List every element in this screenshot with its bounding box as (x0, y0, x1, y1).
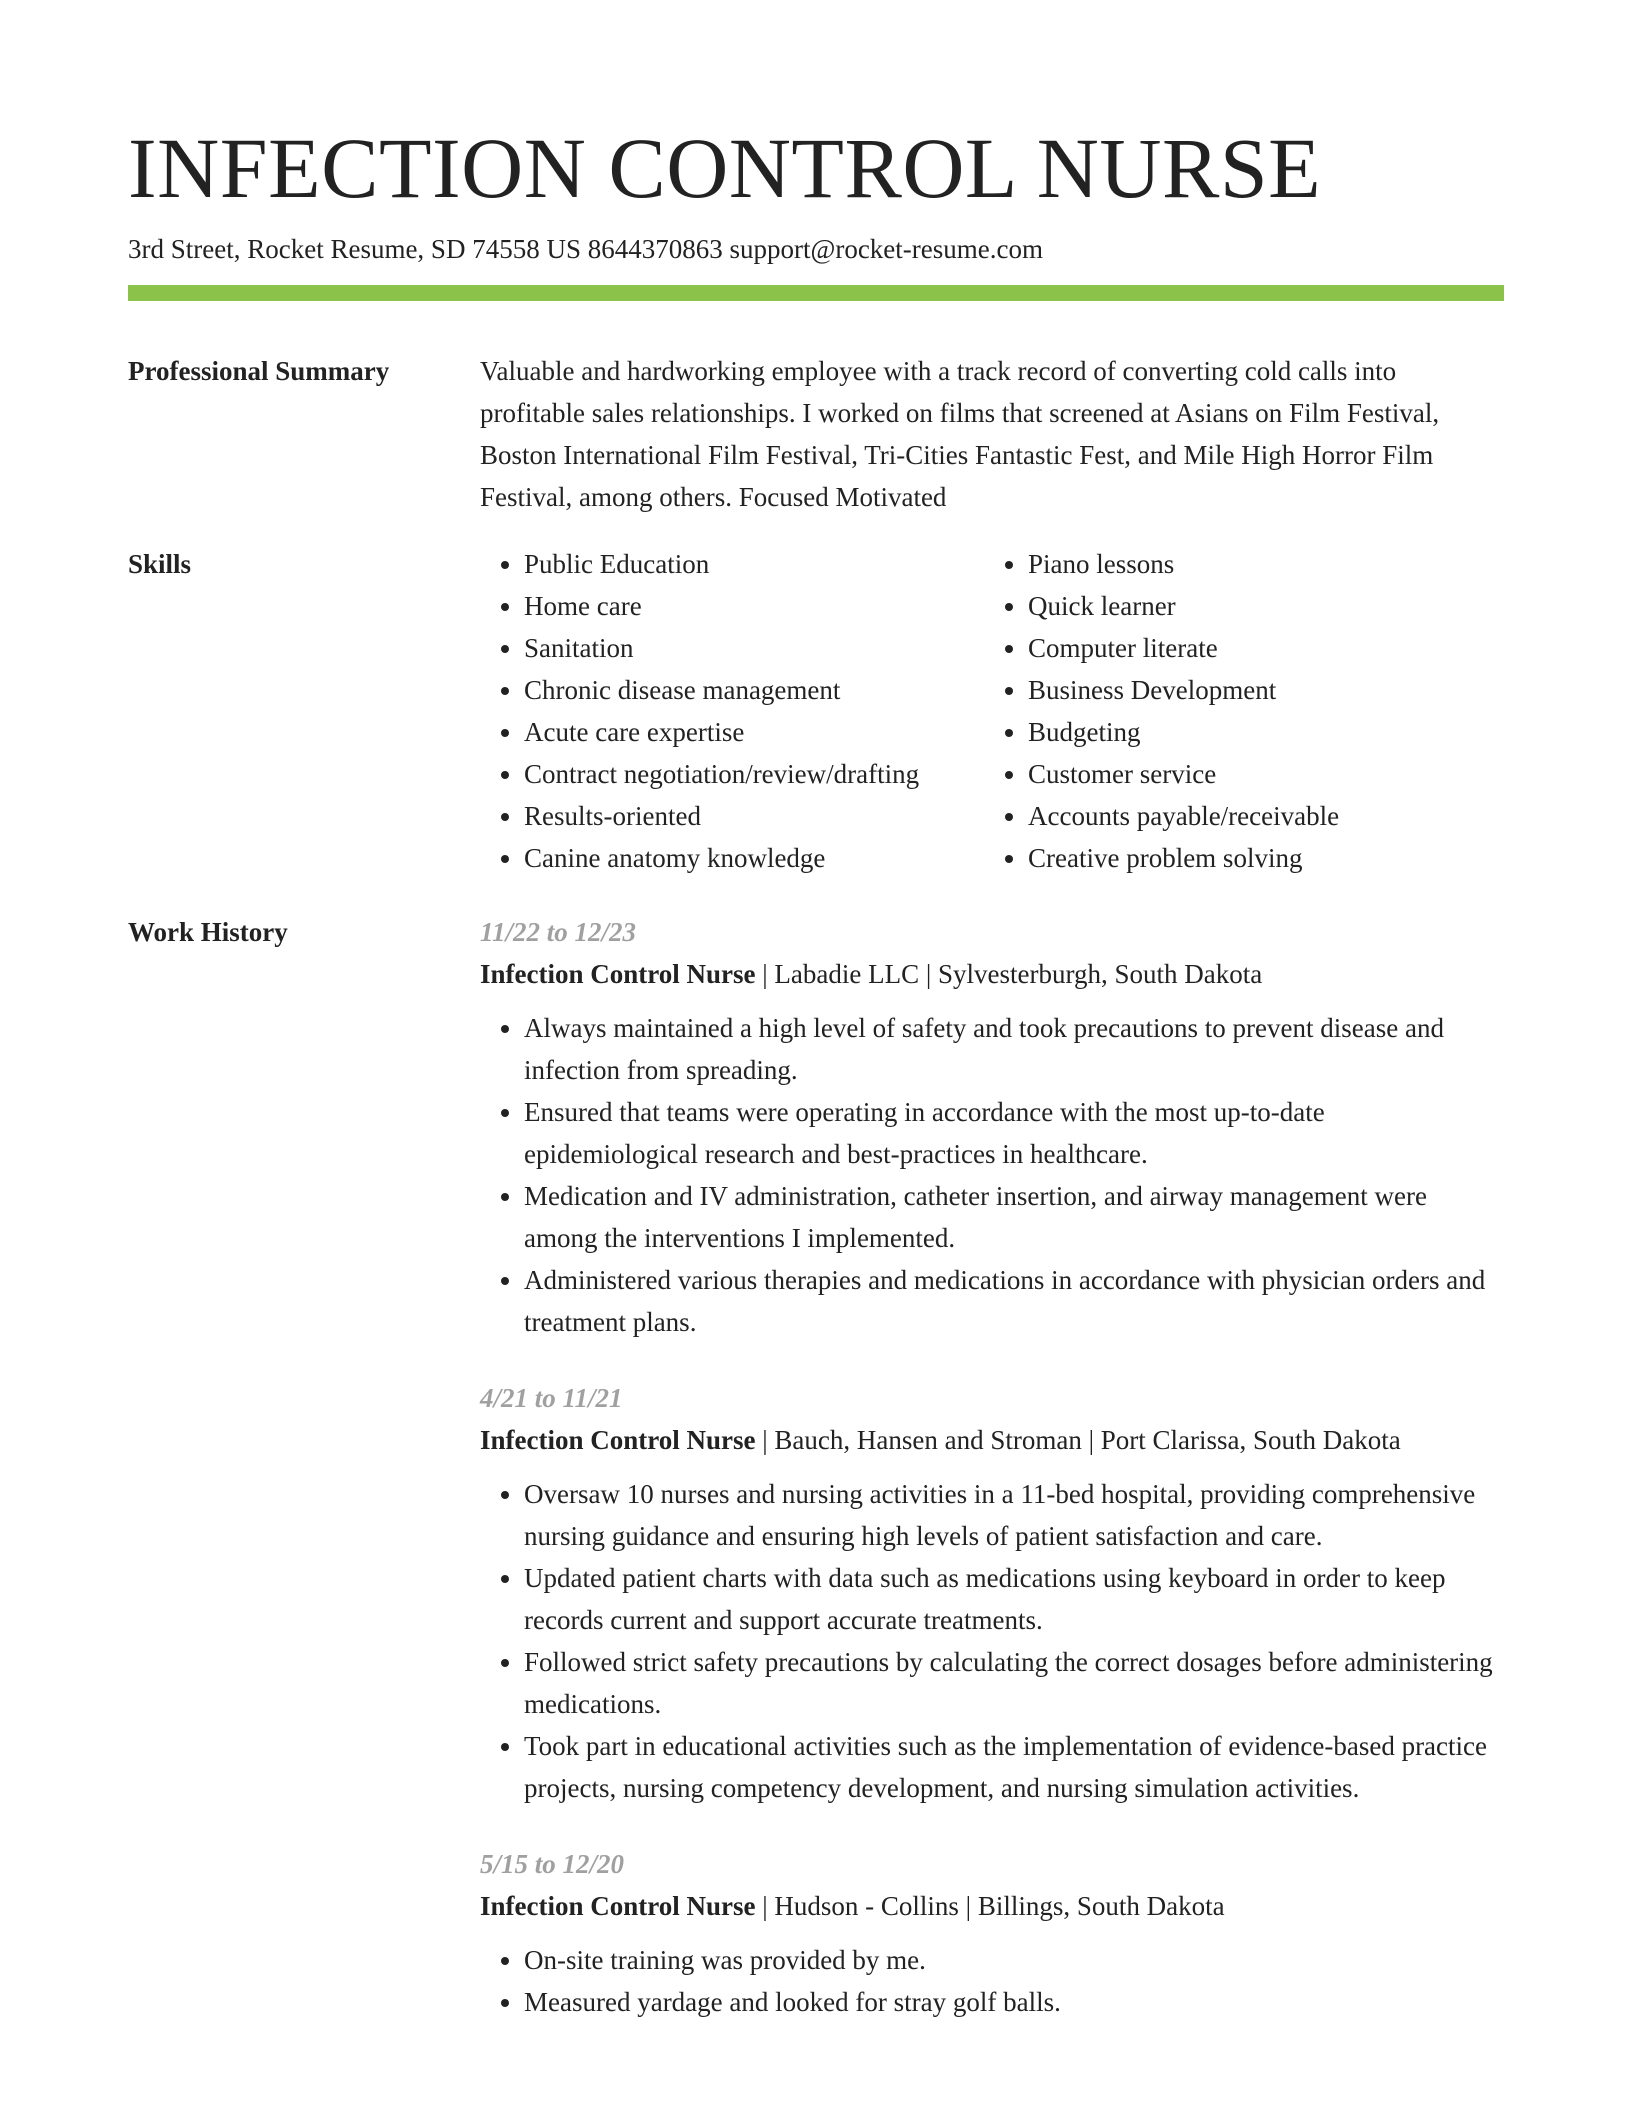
skill-item: • Piano lessons (1028, 543, 1339, 585)
job-heading (480, 1419, 1504, 1461)
skill-item: • Chronic disease management (524, 669, 984, 711)
job-bullet: • Oversaw 10 nurses and nursing activities in a 11-bed hospital, providing comprehensive nursing guidance and ensuring high levels of patient satisfaction and care. (524, 1473, 1504, 1557)
job-bullet: • Took part in educational activities such as the implementation of evidence-based practice projects, nursing competency development, and nursing simulation activities. (524, 1725, 1504, 1809)
job-bullet: • Measured yardage and looked for stray golf balls. (524, 1981, 1504, 2023)
job-bullet: • Followed strict safety precautions by calculating the correct dosages before administering medications. (524, 1641, 1504, 1725)
skill-item: • Accounts payable/receivable (1028, 795, 1339, 837)
skills-section (480, 543, 1504, 879)
job-bullet: • On-site training was provided by me. (524, 1939, 1504, 1981)
skill-item: • Sanitation (524, 627, 984, 669)
job-dates: 5/15 to 12/20 (480, 1849, 625, 1879)
job-title: Infection Control Nurse (480, 1425, 756, 1455)
job-bullet: • Always maintained a high level of safety and took precautions to prevent disease and infection from spreading. (524, 1007, 1504, 1091)
summary-section (480, 350, 1504, 518)
skills-list-left (480, 543, 984, 879)
contact-info: 3rd Street, Rocket Resume, SD 74558 US 8644370863 support@rocket-resume.com (128, 234, 1043, 264)
job-heading (480, 1885, 1504, 1927)
job-dates: 11/22 to 12/23 (480, 917, 637, 947)
skills-columns (480, 543, 1504, 879)
skills-list-right (984, 543, 1339, 879)
job-bullet-list (480, 1939, 1504, 2023)
skill-item: • Home care (524, 585, 984, 627)
skill-item: • Results-oriented (524, 795, 984, 837)
skill-item: • Public Education (524, 543, 984, 585)
work-history-heading: Work History (128, 917, 288, 947)
summary-text: Valuable and hardworking employee with a track record of converting cold calls into profitable sales relationships. I worked on films that screened at Asians on Film Festival, Boston International Film Festival, Tri-Cities Fantastic Fest, and Mile High Horror Film Festival, among others. Focused Motivated (480, 356, 1440, 512)
job-heading (480, 953, 1504, 995)
job-dates: 4/21 to 11/21 (480, 1383, 623, 1413)
skill-item: • Quick learner (1028, 585, 1339, 627)
job-bullet: • Updated patient charts with data such as medications using keyboard in order to keep records current and support accurate treatments. (524, 1557, 1504, 1641)
job-entry (480, 1377, 1504, 1809)
job-bullet: • Ensured that teams were operating in accordance with the most up-to-date epidemiological research and best-practices in healthcare. (524, 1091, 1504, 1175)
skill-item: • Contract negotiation/review/drafting (524, 753, 984, 795)
skill-item: • Computer literate (1028, 627, 1339, 669)
skills-heading: Skills (128, 549, 192, 579)
skill-item: • Business Development (1028, 669, 1339, 711)
job-bullet-list (480, 1473, 1504, 1809)
job-details: | Labadie LLC | Sylvesterburgh, South Dakota (755, 959, 1263, 989)
job-bullet: • Administered various therapies and medications in accordance with physician orders and treatment plans. (524, 1259, 1504, 1343)
job-bullet: • Medication and IV administration, catheter insertion, and airway management were among the interventions I implemented. (524, 1175, 1504, 1259)
skill-item: • Canine anatomy knowledge (524, 837, 984, 879)
skill-item: • Acute care expertise (524, 711, 984, 753)
job-entry (480, 911, 1504, 1343)
job-entry (480, 1843, 1504, 2023)
resume-name: INFECTION CONTROL NURSE (128, 120, 1322, 216)
job-bullet-list (480, 1007, 1504, 1343)
job-title: Infection Control Nurse (480, 959, 756, 989)
work-history-section (480, 911, 1504, 2057)
job-title: Infection Control Nurse (480, 1891, 756, 1921)
header-divider (128, 285, 1504, 301)
skill-item: • Customer service (1028, 753, 1339, 795)
summary-heading: Professional Summary (128, 356, 390, 386)
job-details: | Bauch, Hansen and Stroman | Port Clarissa, South Dakota (755, 1425, 1401, 1455)
job-details: | Hudson - Collins | Billings, South Dakota (755, 1891, 1225, 1921)
skill-item: • Creative problem solving (1028, 837, 1339, 879)
skill-item: • Budgeting (1028, 711, 1339, 753)
